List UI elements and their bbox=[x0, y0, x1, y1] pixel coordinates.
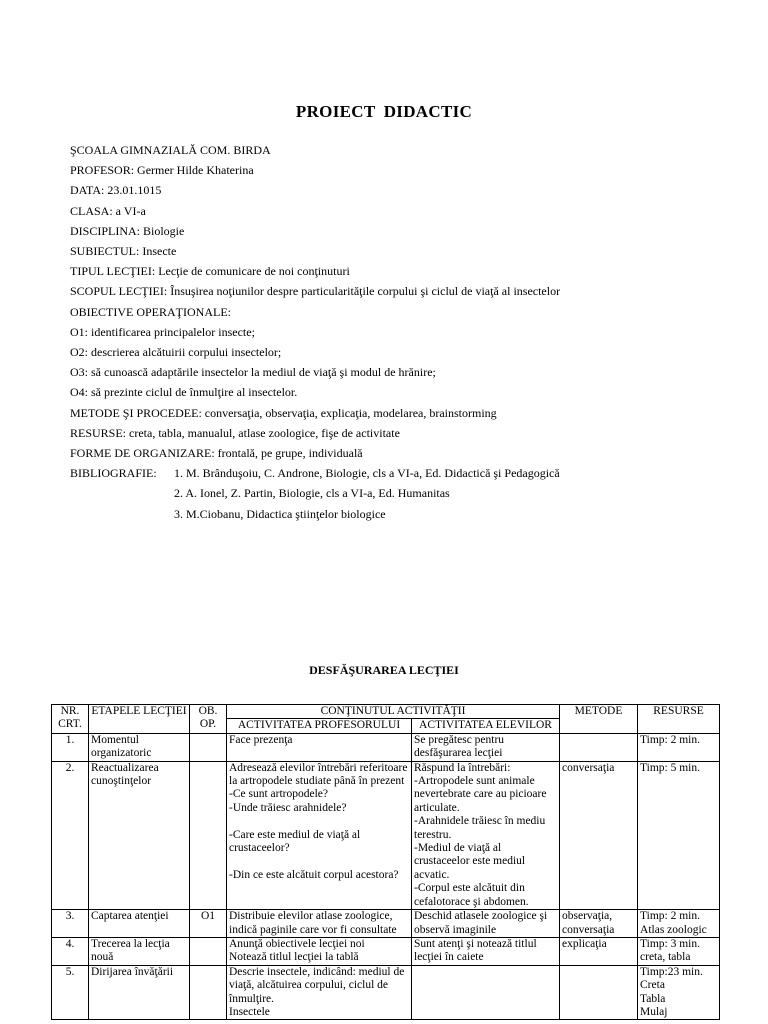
cell-etapa: Momentul organizatoric bbox=[89, 733, 190, 761]
cell-metode bbox=[560, 965, 638, 1020]
info-date: DATA: 23.01.1015 bbox=[70, 183, 162, 198]
document-title: PROIECT DIDACTIC bbox=[295, 102, 473, 121]
cell-profesor: Anunţă obiectivele lecţiei noi Notează titlul lecţiei la tablă bbox=[227, 937, 412, 965]
header-metode: METODE bbox=[560, 705, 638, 734]
info-subject: SUBIECTUL: Insecte bbox=[70, 244, 177, 259]
info-school: ŞCOALA GIMNAZIALĂ COM. BIRDA bbox=[70, 143, 271, 157]
info-lesson-goal: SCOPUL LECŢIEI: Însuşirea noţiunilor despre particularităţile corpului şi ciclul de viaţă al insectelor bbox=[70, 284, 561, 299]
info-methods: METODE ŞI PROCEDEE: conversaţia, observaţia, explicaţia, modelarea, brainstorming bbox=[70, 405, 497, 420]
cell-elevi bbox=[412, 965, 560, 1020]
lesson-info bbox=[70, 140, 560, 524]
header-ob: OB. OP. bbox=[190, 705, 227, 734]
cell-metode: observaţia, conversaţia bbox=[560, 910, 638, 938]
bibliography-item: 1. M. Brânduşoiu, C. Androne, Biologie, cls a VI-a, Ed. Didactică şi Pedagogică bbox=[174, 466, 560, 481]
cell-ob bbox=[190, 965, 227, 1020]
table-row bbox=[52, 733, 720, 761]
cell-etapa: Dirijarea învăţării bbox=[89, 965, 190, 1020]
header-etape: ETAPELE LECŢIEI bbox=[89, 705, 190, 734]
info-objective-o1: O1: identificarea principalelor insecte; bbox=[70, 324, 255, 339]
bibliography-label: BIBLIOGRAFIE: bbox=[70, 466, 157, 481]
cell-profesor: Face prezenţa bbox=[227, 733, 412, 761]
cell-profesor: Distribuie elevilor atlase zoologice, indică paginile care vor fi consultate bbox=[227, 910, 412, 938]
info-teacher: PROFESOR: Germer Hilde Khaterina bbox=[70, 163, 254, 178]
cell-nr: 2. bbox=[52, 761, 89, 909]
cell-elevi: Se pregătesc pentru desfăşurarea lecţiei bbox=[412, 733, 560, 761]
cell-resurse: Timp: 2 min. Atlas zoologic bbox=[638, 910, 720, 938]
cell-metode: conversaţia bbox=[560, 761, 638, 909]
cell-metode bbox=[560, 733, 638, 761]
cell-profesor: Adresează elevilor întrebări referitoare la artropodele studiate până în prezent -Ce sunt artropodele? -Unde trăiesc arahnidele? -Care este mediul de viaţă al crustaceelor? -Din ce este alcătuit corpul acestora? bbox=[227, 761, 412, 909]
bibliography-item: 2. A. Ionel, Z. Partin, Biologie, cls a VI-a, Ed. Humanitas bbox=[174, 486, 450, 501]
info-resources: RESURSE: creta, tabla, manualul, atlase zoologice, fişe de activitate bbox=[70, 425, 400, 440]
info-objectives-heading: OBIECTIVE OPERAŢIONALE: bbox=[70, 304, 231, 319]
info-objective-o4: O4: să prezinte ciclul de înmulţire al insectelor. bbox=[70, 385, 298, 400]
table-body bbox=[52, 733, 720, 1020]
info-lesson-type: TIPUL LECŢIEI: Lecţie de comunicare de noi conţinuturi bbox=[70, 264, 350, 279]
info-objective-o3: O3: să cunoască adaptările insectelor la mediul de viaţă şi modul de hrănire; bbox=[70, 365, 436, 380]
cell-elevi: Sunt atenţi şi notează titlul lecţiei în caiete bbox=[412, 937, 560, 965]
cell-profesor: Descrie insectele, indicând: mediul de viaţă, alcătuirea corpului, ciclul de înmulţire. Insectele bbox=[227, 965, 412, 1020]
bibliography-list bbox=[174, 463, 560, 524]
cell-elevi: Deschid atlasele zoologice şi observă imaginile bbox=[412, 910, 560, 938]
cell-nr: 5. bbox=[52, 965, 89, 1020]
cell-etapa: Captarea atenţiei bbox=[89, 910, 190, 938]
cell-etapa: Reactualizarea cunoştinţelor bbox=[89, 761, 190, 909]
header-resurse: RESURSE bbox=[638, 705, 720, 734]
header-profesor: ACTIVITATEA PROFESORULUI bbox=[227, 719, 412, 733]
cell-ob bbox=[190, 937, 227, 965]
cell-resurse: Timp:23 min. Creta Tabla Mulaj bbox=[638, 965, 720, 1020]
bibliography-item: 3. M.Ciobanu, Didactica ştiinţelor biologice bbox=[174, 506, 386, 521]
cell-ob bbox=[190, 733, 227, 761]
header-elevi: ACTIVITATEA ELEVILOR bbox=[412, 719, 560, 733]
cell-nr: 1. bbox=[52, 733, 89, 761]
info-discipline: DISCIPLINA: Biologie bbox=[70, 223, 185, 238]
cell-nr: 4. bbox=[52, 937, 89, 965]
cell-ob bbox=[190, 761, 227, 909]
info-organization: FORME DE ORGANIZARE: frontală, pe grupe, individuală bbox=[70, 446, 363, 461]
cell-ob: O1 bbox=[190, 910, 227, 938]
section-title: DESFĂŞURAREA LECŢIEI bbox=[309, 663, 459, 677]
info-objective-o2: O2: descrierea alcătuirii corpului insectelor; bbox=[70, 345, 282, 360]
cell-resurse: Timp: 5 min. bbox=[638, 761, 720, 909]
cell-resurse: Timp: 2 min. bbox=[638, 733, 720, 761]
table-row bbox=[52, 910, 720, 938]
table-row bbox=[52, 965, 720, 1020]
header-nr: NR. CRT. bbox=[52, 705, 89, 734]
bibliography bbox=[70, 463, 560, 524]
info-class: CLASA: a VI-a bbox=[70, 203, 146, 218]
cell-resurse: Timp: 3 min. creta, tabla bbox=[638, 937, 720, 965]
table-row bbox=[52, 761, 720, 909]
cell-elevi: Răspund la întrebări: -Artropodele sunt animale nevertebrate care au picioare articulate. -Arahnidele trăiesc în mediu terestru. -Mediul de viaţă al crustaceelor este mediul acvatic. -Corpul este alcătuit din cefalotorace şi abdomen. bbox=[412, 761, 560, 909]
table-header-row bbox=[52, 705, 720, 719]
header-continut: CONŢINUTUL ACTIVITĂŢII bbox=[227, 705, 560, 719]
cell-metode: explicaţia bbox=[560, 937, 638, 965]
cell-etapa: Trecerea la lecţia nouă bbox=[89, 937, 190, 965]
lesson-plan-table bbox=[51, 704, 720, 1020]
table-row bbox=[52, 937, 720, 965]
cell-nr: 3. bbox=[52, 910, 89, 938]
